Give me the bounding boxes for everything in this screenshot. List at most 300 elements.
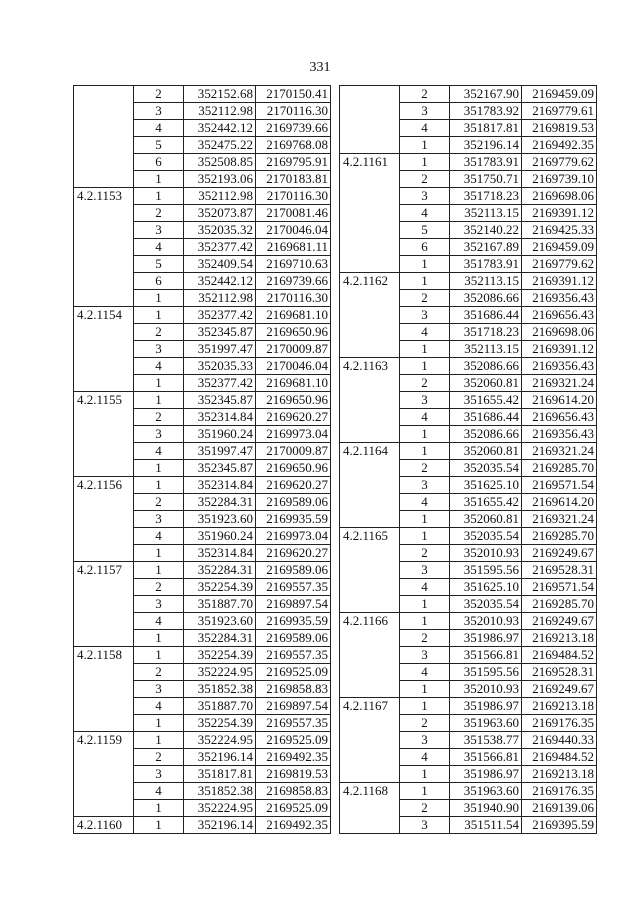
point-number-cell: 1	[134, 715, 184, 732]
table-row	[340, 103, 597, 120]
point-number-cell: 5	[400, 222, 450, 239]
x-coordinate-cell: 351655.42	[450, 392, 522, 409]
point-number-cell: 4	[400, 205, 450, 222]
y-coordinate-cell: 2169620.27	[256, 545, 331, 562]
y-coordinate-cell: 2169935.59	[256, 511, 331, 528]
parcel-id-cell: 4.2.1156	[74, 477, 134, 494]
table-row	[340, 239, 597, 256]
point-number-cell: 1	[400, 358, 450, 375]
x-coordinate-cell: 352035.32	[184, 222, 256, 239]
parcel-id-cell	[74, 783, 134, 800]
y-coordinate-cell: 2169213.18	[522, 698, 597, 715]
point-number-cell: 1	[400, 137, 450, 154]
point-number-cell: 1	[134, 375, 184, 392]
parcel-id-cell	[74, 341, 134, 358]
table-row	[74, 120, 331, 137]
table-row	[74, 154, 331, 171]
y-coordinate-cell: 2169681.10	[256, 307, 331, 324]
table-row	[340, 273, 597, 290]
point-number-cell: 4	[134, 358, 184, 375]
point-number-cell: 4	[400, 324, 450, 341]
y-coordinate-cell: 2169614.20	[522, 494, 597, 511]
x-coordinate-cell: 351566.81	[450, 647, 522, 664]
x-coordinate-cell: 351655.42	[450, 494, 522, 511]
table-row	[74, 341, 331, 358]
point-number-cell: 1	[400, 256, 450, 273]
point-number-cell: 2	[400, 630, 450, 647]
point-number-cell: 2	[134, 86, 184, 103]
table-row	[74, 715, 331, 732]
table-row	[74, 239, 331, 256]
table-row	[74, 477, 331, 494]
table-row	[340, 613, 597, 630]
table-row	[74, 766, 331, 783]
x-coordinate-cell: 352377.42	[184, 375, 256, 392]
parcel-id-cell	[74, 239, 134, 256]
point-number-cell: 2	[134, 579, 184, 596]
point-number-cell: 1	[134, 460, 184, 477]
x-coordinate-cell: 352409.54	[184, 256, 256, 273]
y-coordinate-cell: 2169620.27	[256, 409, 331, 426]
table-row	[74, 188, 331, 205]
parcel-id-cell	[340, 681, 400, 698]
point-number-cell: 1	[134, 188, 184, 205]
y-coordinate-cell: 2169650.96	[256, 324, 331, 341]
table-row	[74, 443, 331, 460]
y-coordinate-cell: 2170116.30	[256, 188, 331, 205]
y-coordinate-cell: 2169525.09	[256, 732, 331, 749]
table-row	[74, 409, 331, 426]
x-coordinate-cell: 352010.93	[450, 545, 522, 562]
page-number: 331	[309, 60, 331, 75]
y-coordinate-cell: 2169973.04	[256, 528, 331, 545]
x-coordinate-cell: 352112.98	[184, 103, 256, 120]
x-coordinate-cell: 351986.97	[450, 630, 522, 647]
parcel-id-cell	[74, 256, 134, 273]
point-number-cell: 6	[134, 273, 184, 290]
point-number-cell: 1	[400, 341, 450, 358]
parcel-id-cell	[74, 273, 134, 290]
y-coordinate-cell: 2169739.66	[256, 273, 331, 290]
point-number-cell: 1	[400, 596, 450, 613]
x-coordinate-cell: 352113.15	[450, 273, 522, 290]
x-coordinate-cell: 352167.90	[450, 86, 522, 103]
table-row	[340, 392, 597, 409]
x-coordinate-cell: 351960.24	[184, 426, 256, 443]
x-coordinate-cell: 351595.56	[450, 562, 522, 579]
y-coordinate-cell: 2169391.12	[522, 341, 597, 358]
parcel-id-cell	[340, 596, 400, 613]
table-row	[340, 817, 597, 834]
x-coordinate-cell: 352475.22	[184, 137, 256, 154]
point-number-cell: 1	[134, 290, 184, 307]
y-coordinate-cell: 2170116.30	[256, 290, 331, 307]
table-row	[340, 137, 597, 154]
x-coordinate-cell: 352508.85	[184, 154, 256, 171]
x-coordinate-cell: 352060.81	[450, 443, 522, 460]
y-coordinate-cell: 2169356.43	[522, 426, 597, 443]
table-row	[340, 358, 597, 375]
parcel-id-cell	[74, 409, 134, 426]
parcel-id-cell	[340, 188, 400, 205]
coordinates-table-right	[339, 85, 597, 834]
table-row	[74, 256, 331, 273]
point-number-cell: 4	[400, 120, 450, 137]
y-coordinate-cell: 2169819.53	[256, 766, 331, 783]
table-row	[340, 698, 597, 715]
table-row	[340, 562, 597, 579]
parcel-id-cell	[340, 324, 400, 341]
x-coordinate-cell: 352113.15	[450, 205, 522, 222]
parcel-id-cell	[74, 205, 134, 222]
parcel-id-cell	[340, 715, 400, 732]
table-row	[340, 579, 597, 596]
parcel-id-cell	[340, 749, 400, 766]
parcel-id-cell: 4.2.1157	[74, 562, 134, 579]
y-coordinate-cell: 2169321.24	[522, 511, 597, 528]
table-row	[340, 86, 597, 103]
table-row	[74, 630, 331, 647]
point-number-cell: 1	[400, 154, 450, 171]
y-coordinate-cell: 2169249.67	[522, 681, 597, 698]
table-row	[340, 800, 597, 817]
point-number-cell: 3	[400, 477, 450, 494]
point-number-cell: 4	[134, 698, 184, 715]
y-coordinate-cell: 2169492.35	[256, 749, 331, 766]
parcel-id-cell	[340, 86, 400, 103]
y-coordinate-cell: 2170150.41	[256, 86, 331, 103]
point-number-cell: 3	[134, 426, 184, 443]
x-coordinate-cell: 351718.23	[450, 324, 522, 341]
parcel-id-cell: 4.2.1167	[340, 698, 400, 715]
table-row	[74, 545, 331, 562]
point-number-cell: 3	[134, 103, 184, 120]
parcel-id-cell: 4.2.1155	[74, 392, 134, 409]
table-row	[74, 681, 331, 698]
table-row	[340, 460, 597, 477]
table-row	[340, 341, 597, 358]
point-number-cell: 4	[134, 783, 184, 800]
x-coordinate-cell: 351963.60	[450, 783, 522, 800]
table-row	[340, 307, 597, 324]
x-coordinate-cell: 351997.47	[184, 443, 256, 460]
table-row	[74, 817, 331, 834]
x-coordinate-cell: 352073.87	[184, 205, 256, 222]
parcel-id-cell	[340, 341, 400, 358]
parcel-id-cell	[74, 749, 134, 766]
point-number-cell: 3	[400, 562, 450, 579]
y-coordinate-cell: 2169779.61	[522, 103, 597, 120]
parcel-id-cell	[340, 205, 400, 222]
table-row	[340, 732, 597, 749]
point-number-cell: 1	[134, 477, 184, 494]
table-row	[74, 392, 331, 409]
x-coordinate-cell: 351887.70	[184, 698, 256, 715]
y-coordinate-cell: 2169897.54	[256, 596, 331, 613]
y-coordinate-cell: 2169356.43	[522, 358, 597, 375]
parcel-id-cell	[74, 86, 134, 103]
parcel-id-cell	[74, 579, 134, 596]
y-coordinate-cell: 2169525.09	[256, 800, 331, 817]
parcel-id-cell	[340, 647, 400, 664]
point-number-cell: 2	[134, 324, 184, 341]
y-coordinate-cell: 2169858.83	[256, 783, 331, 800]
x-coordinate-cell: 351783.92	[450, 103, 522, 120]
point-number-cell: 3	[134, 222, 184, 239]
y-coordinate-cell: 2169484.52	[522, 647, 597, 664]
point-number-cell: 1	[134, 307, 184, 324]
x-coordinate-cell: 351923.60	[184, 613, 256, 630]
x-coordinate-cell: 352112.98	[184, 188, 256, 205]
table-row	[340, 154, 597, 171]
table-row	[74, 596, 331, 613]
x-coordinate-cell: 352284.31	[184, 562, 256, 579]
point-number-cell: 1	[134, 392, 184, 409]
table-row	[340, 749, 597, 766]
x-coordinate-cell: 352060.81	[450, 511, 522, 528]
parcel-id-cell	[74, 137, 134, 154]
table-row	[74, 494, 331, 511]
x-coordinate-cell: 352254.39	[184, 647, 256, 664]
parcel-id-cell	[74, 103, 134, 120]
y-coordinate-cell: 2169492.35	[256, 817, 331, 834]
parcel-id-cell: 4.2.1165	[340, 528, 400, 545]
x-coordinate-cell: 352035.33	[184, 358, 256, 375]
x-coordinate-cell: 351940.90	[450, 800, 522, 817]
parcel-id-cell	[74, 698, 134, 715]
point-number-cell: 2	[400, 171, 450, 188]
table-row	[74, 222, 331, 239]
y-coordinate-cell: 2169176.35	[522, 715, 597, 732]
point-number-cell: 3	[134, 596, 184, 613]
x-coordinate-cell: 351625.10	[450, 579, 522, 596]
point-number-cell: 3	[400, 307, 450, 324]
point-number-cell: 4	[134, 239, 184, 256]
y-coordinate-cell: 2169557.35	[256, 579, 331, 596]
table-row	[340, 409, 597, 426]
y-coordinate-cell: 2169650.96	[256, 392, 331, 409]
table-row	[74, 800, 331, 817]
x-coordinate-cell: 351960.24	[184, 528, 256, 545]
y-coordinate-cell: 2170009.87	[256, 443, 331, 460]
point-number-cell: 1	[400, 613, 450, 630]
y-coordinate-cell: 2169321.24	[522, 443, 597, 460]
table-row	[340, 477, 597, 494]
table-row	[74, 511, 331, 528]
table-row	[74, 273, 331, 290]
table-row	[74, 137, 331, 154]
y-coordinate-cell: 2169589.06	[256, 562, 331, 579]
table-row	[340, 783, 597, 800]
x-coordinate-cell: 351852.38	[184, 783, 256, 800]
parcel-id-cell: 4.2.1154	[74, 307, 134, 324]
y-coordinate-cell: 2169650.96	[256, 460, 331, 477]
point-number-cell: 4	[400, 494, 450, 511]
y-coordinate-cell: 2169528.31	[522, 562, 597, 579]
table-row	[74, 528, 331, 545]
x-coordinate-cell: 351718.23	[450, 188, 522, 205]
point-number-cell: 5	[134, 137, 184, 154]
table-row	[74, 86, 331, 103]
parcel-id-cell	[74, 613, 134, 630]
x-coordinate-cell: 352224.95	[184, 732, 256, 749]
point-number-cell: 3	[400, 103, 450, 120]
table-row	[74, 171, 331, 188]
point-number-cell: 2	[400, 545, 450, 562]
x-coordinate-cell: 352140.22	[450, 222, 522, 239]
y-coordinate-cell: 2169285.70	[522, 528, 597, 545]
parcel-id-cell	[340, 256, 400, 273]
parcel-id-cell	[74, 460, 134, 477]
table-row	[74, 562, 331, 579]
point-number-cell: 3	[400, 817, 450, 834]
parcel-id-cell	[340, 375, 400, 392]
y-coordinate-cell: 2169897.54	[256, 698, 331, 715]
parcel-id-cell: 4.2.1161	[340, 154, 400, 171]
parcel-id-cell: 4.2.1162	[340, 273, 400, 290]
x-coordinate-cell: 351625.10	[450, 477, 522, 494]
point-number-cell: 3	[134, 511, 184, 528]
y-coordinate-cell: 2170081.46	[256, 205, 331, 222]
x-coordinate-cell: 352345.87	[184, 460, 256, 477]
point-number-cell: 1	[400, 698, 450, 715]
point-number-cell: 4	[134, 613, 184, 630]
point-number-cell: 1	[400, 443, 450, 460]
x-coordinate-cell: 352377.42	[184, 307, 256, 324]
y-coordinate-cell: 2170183.81	[256, 171, 331, 188]
parcel-id-cell: 4.2.1166	[340, 613, 400, 630]
parcel-id-cell: 4.2.1159	[74, 732, 134, 749]
parcel-id-cell	[340, 426, 400, 443]
coordinates-table-left	[73, 85, 331, 834]
parcel-id-cell	[74, 494, 134, 511]
table-row	[74, 664, 331, 681]
point-number-cell: 4	[400, 664, 450, 681]
y-coordinate-cell: 2169795.91	[256, 154, 331, 171]
table-row	[340, 256, 597, 273]
x-coordinate-cell: 352254.39	[184, 579, 256, 596]
parcel-id-cell	[340, 562, 400, 579]
point-number-cell: 4	[134, 120, 184, 137]
parcel-id-cell	[74, 120, 134, 137]
y-coordinate-cell: 2169213.18	[522, 630, 597, 647]
y-coordinate-cell: 2169249.67	[522, 545, 597, 562]
point-number-cell: 1	[400, 273, 450, 290]
y-coordinate-cell: 2169571.54	[522, 579, 597, 596]
y-coordinate-cell: 2169571.54	[522, 477, 597, 494]
parcel-id-cell	[340, 171, 400, 188]
point-number-cell: 5	[134, 256, 184, 273]
table-row	[74, 647, 331, 664]
point-number-cell: 1	[134, 630, 184, 647]
parcel-id-cell	[340, 290, 400, 307]
table-row	[74, 426, 331, 443]
x-coordinate-cell: 352314.84	[184, 409, 256, 426]
point-number-cell: 1	[400, 681, 450, 698]
x-coordinate-cell: 351852.38	[184, 681, 256, 698]
x-coordinate-cell: 351538.77	[450, 732, 522, 749]
x-coordinate-cell: 351783.91	[450, 154, 522, 171]
table-row	[340, 120, 597, 137]
parcel-id-cell: 4.2.1168	[340, 783, 400, 800]
parcel-id-cell	[74, 222, 134, 239]
y-coordinate-cell: 2169656.43	[522, 307, 597, 324]
x-coordinate-cell: 352284.31	[184, 630, 256, 647]
y-coordinate-cell: 2169459.09	[522, 86, 597, 103]
table-row	[340, 511, 597, 528]
x-coordinate-cell: 352113.15	[450, 341, 522, 358]
y-coordinate-cell: 2169557.35	[256, 647, 331, 664]
x-coordinate-cell: 351566.81	[450, 749, 522, 766]
parcel-id-cell	[74, 545, 134, 562]
point-number-cell: 4	[400, 409, 450, 426]
y-coordinate-cell: 2170116.30	[256, 103, 331, 120]
parcel-id-cell	[340, 800, 400, 817]
point-number-cell: 3	[134, 341, 184, 358]
y-coordinate-cell: 2169440.33	[522, 732, 597, 749]
x-coordinate-cell: 352442.12	[184, 120, 256, 137]
table-row	[74, 613, 331, 630]
table-row	[74, 375, 331, 392]
table-row	[340, 222, 597, 239]
parcel-id-cell: 4.2.1160	[74, 817, 134, 834]
point-number-cell: 2	[134, 409, 184, 426]
x-coordinate-cell: 352196.14	[184, 817, 256, 834]
point-number-cell: 6	[134, 154, 184, 171]
y-coordinate-cell: 2169528.31	[522, 664, 597, 681]
y-coordinate-cell: 2170009.87	[256, 341, 331, 358]
x-coordinate-cell: 351986.97	[450, 766, 522, 783]
point-number-cell: 3	[134, 681, 184, 698]
x-coordinate-cell: 351963.60	[450, 715, 522, 732]
x-coordinate-cell: 351817.81	[450, 120, 522, 137]
point-number-cell: 3	[400, 188, 450, 205]
y-coordinate-cell: 2169356.43	[522, 290, 597, 307]
point-number-cell: 1	[134, 545, 184, 562]
y-coordinate-cell: 2169819.53	[522, 120, 597, 137]
table-row	[340, 630, 597, 647]
x-coordinate-cell: 352284.31	[184, 494, 256, 511]
parcel-id-cell	[74, 324, 134, 341]
parcel-id-cell	[74, 443, 134, 460]
x-coordinate-cell: 352442.12	[184, 273, 256, 290]
point-number-cell: 1	[400, 426, 450, 443]
table-row	[340, 528, 597, 545]
table-row	[74, 324, 331, 341]
parcel-id-cell	[74, 528, 134, 545]
y-coordinate-cell: 2169249.67	[522, 613, 597, 630]
y-coordinate-cell: 2169139.06	[522, 800, 597, 817]
table-row	[340, 188, 597, 205]
parcel-id-cell	[340, 817, 400, 834]
x-coordinate-cell: 352167.89	[450, 239, 522, 256]
y-coordinate-cell: 2169779.62	[522, 256, 597, 273]
point-number-cell: 3	[134, 766, 184, 783]
point-number-cell: 1	[134, 800, 184, 817]
point-number-cell: 2	[400, 375, 450, 392]
x-coordinate-cell: 351750.71	[450, 171, 522, 188]
table-row	[74, 358, 331, 375]
y-coordinate-cell: 2169656.43	[522, 409, 597, 426]
point-number-cell: 4	[134, 528, 184, 545]
table-row	[74, 579, 331, 596]
y-coordinate-cell: 2169768.08	[256, 137, 331, 154]
table-row	[340, 375, 597, 392]
parcel-id-cell	[74, 681, 134, 698]
point-number-cell: 1	[134, 562, 184, 579]
point-number-cell: 2	[134, 494, 184, 511]
parcel-id-cell	[340, 409, 400, 426]
